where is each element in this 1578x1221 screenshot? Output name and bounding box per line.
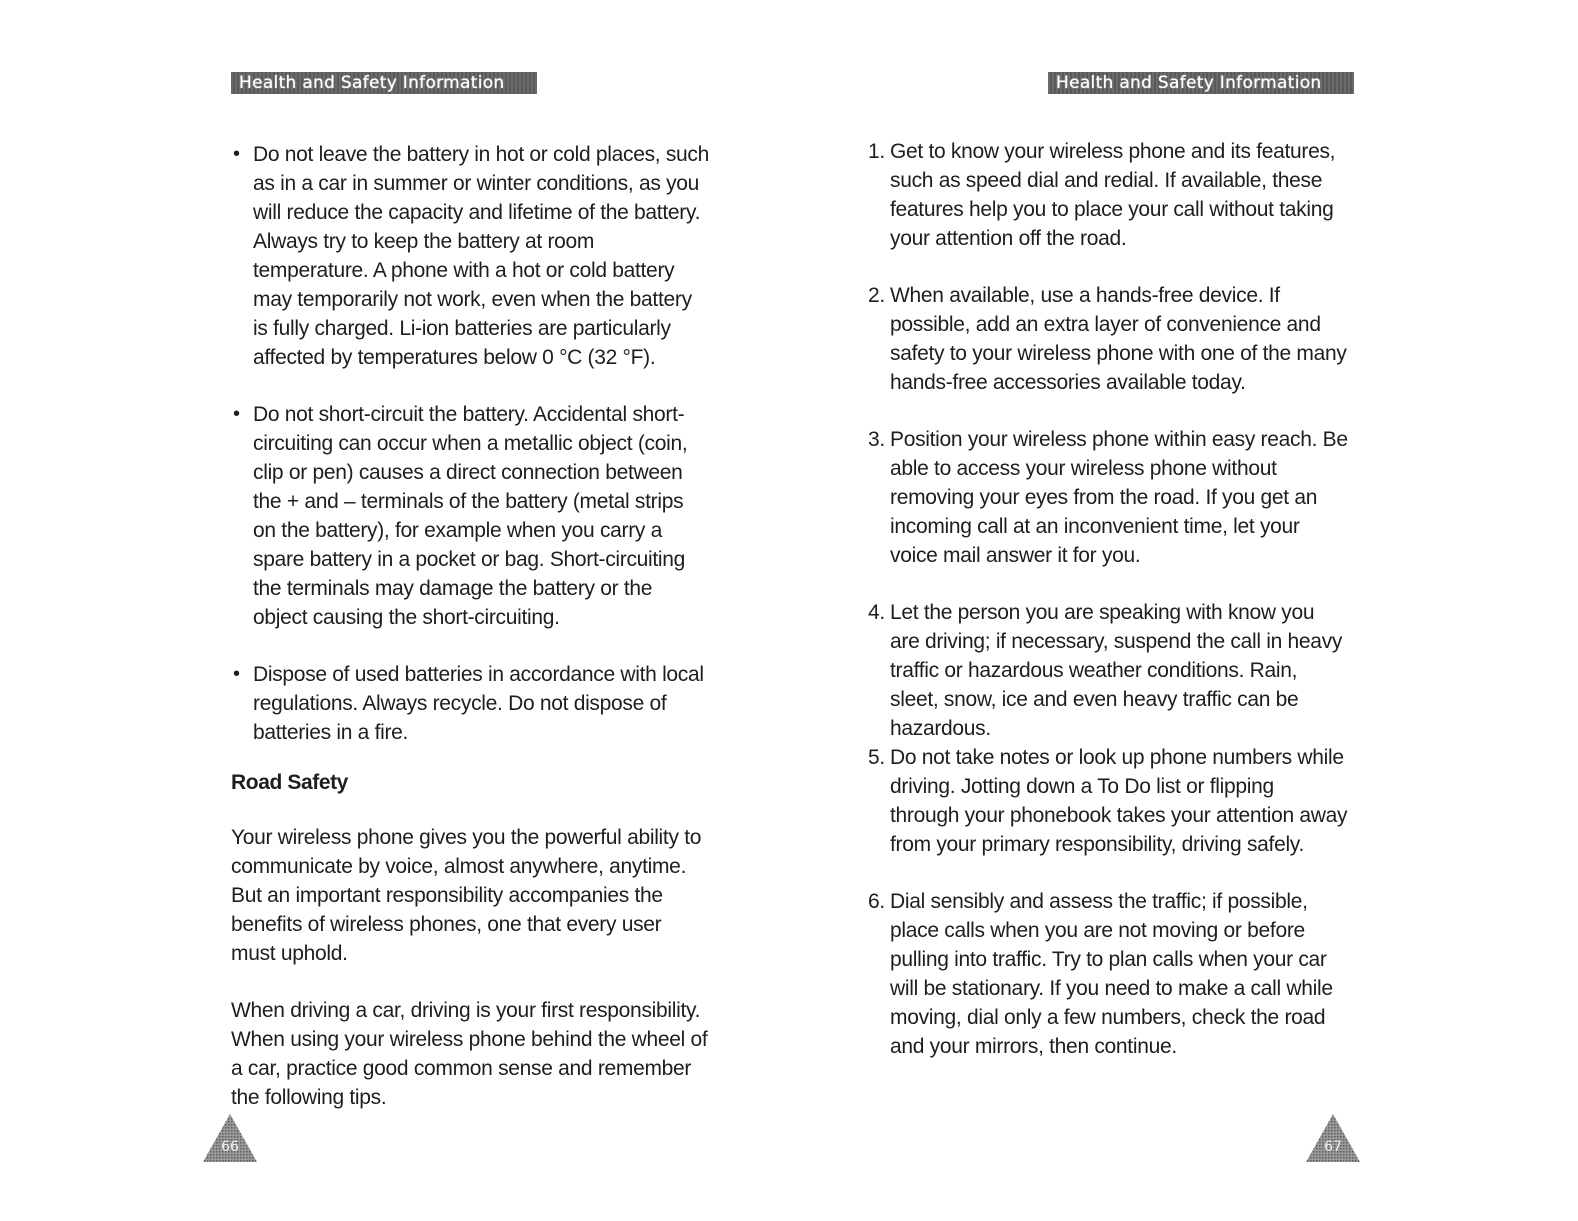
tip-number: 6. xyxy=(868,890,885,913)
page-number-marker xyxy=(201,1112,259,1164)
section-header-bar: Health and Safety Information xyxy=(231,72,537,94)
driving-paragraph: When driving a car, driving is your first responsibility. When using your wireless phone behind the wheel of a car, practice good common sense and remember the following tips. xyxy=(231,999,708,1109)
list-item xyxy=(868,425,1348,570)
page-number: 67 xyxy=(1324,1139,1342,1155)
driving-tips-list xyxy=(868,137,1348,1061)
list-item xyxy=(231,140,711,372)
road-safety-heading: Road Safety xyxy=(231,771,348,794)
tip-text: When available, use a hands-free device. If possible, add an extra layer of convenience and safety to your wireless phone with one of the many hands-free accessories available today. xyxy=(890,284,1347,394)
list-item xyxy=(231,660,711,747)
tip-number: 4. xyxy=(868,601,885,624)
list-item xyxy=(868,598,1348,743)
tip-number: 1. xyxy=(868,140,885,163)
tip-text: Let the person you are speaking with know you are driving; if necessary, suspend the call in heavy traffic or hazardous weather conditions. Rain, sleet, snow, ice and even heavy traffic can be hazardous. xyxy=(890,601,1343,740)
list-item xyxy=(868,281,1348,397)
section-header-bar: Health and Safety Information xyxy=(1048,72,1354,94)
tip-number: 3. xyxy=(868,428,885,451)
list-item xyxy=(868,887,1348,1061)
intro-paragraph: Your wireless phone gives you the powerful ability to communicate by voice, almost anywhere, anytime. But an important responsibility accompanies the benefits of wireless phones, one that every user must uphold. xyxy=(231,826,702,965)
bullet-text: Do not leave the battery in hot or cold places, such as in a car in summer or winter conditions, as you will reduce the capacity and lifetime of the battery. Always try to keep the battery at room temperature. A phone with a hot or cold battery may temporarily not work, even when the battery is fully charged. Li-ion batteries are particularly affected by temperatures below 0 °C (32 °F). xyxy=(253,143,710,369)
list-item xyxy=(231,400,711,632)
tip-text: Get to know your wireless phone and its features, such as speed dial and redial. If available, these features help you to place your call without taking your attention off the road. xyxy=(890,140,1336,250)
tip-text: Dial sensibly and assess the traffic; if possible, place calls when you are not moving or before pulling into traffic. Try to plan calls when your car will be stationary. If you need to make a call while moving, dial only a few numbers, check the road and your mirrors, then continue. xyxy=(890,890,1333,1058)
bullet-text: Do not short-circuit the battery. Accidental short-circuiting can occur when a metallic object (coin, clip or pen) causes a direct connection between the + and – terminals of the battery (metal strips on the battery), for example when you carry a spare battery in a pocket or bag. Short-circuiting the terminals may damage the battery or the object causing the short-circuiting. xyxy=(253,403,688,629)
bullet-icon: • xyxy=(233,143,241,165)
bullet-text: Dispose of used batteries in accordance with local regulations. Always recycle. Do not dispose of batteries in a fire. xyxy=(253,663,704,744)
list-item xyxy=(868,137,1348,253)
tip-number: 2. xyxy=(868,284,885,307)
battery-bullet-list xyxy=(231,140,711,775)
list-item xyxy=(868,743,1348,859)
tip-number: 5. xyxy=(868,746,885,769)
page-number-marker xyxy=(1304,1112,1362,1164)
bullet-icon: • xyxy=(233,403,241,425)
tip-text: Do not take notes or look up phone numbers while driving. Jotting down a To Do list or flipping through your phonebook takes your attention away from your primary responsibility, driving safely. xyxy=(890,746,1348,856)
tip-text: Position your wireless phone within easy reach. Be able to access your wireless phone without removing your eyes from the road. If you get an incoming call at an inconvenient time, let your voice mail answer it for you. xyxy=(890,428,1348,567)
bullet-icon: • xyxy=(233,663,241,685)
page-number: 66 xyxy=(221,1139,239,1155)
right-page xyxy=(789,0,1578,1221)
